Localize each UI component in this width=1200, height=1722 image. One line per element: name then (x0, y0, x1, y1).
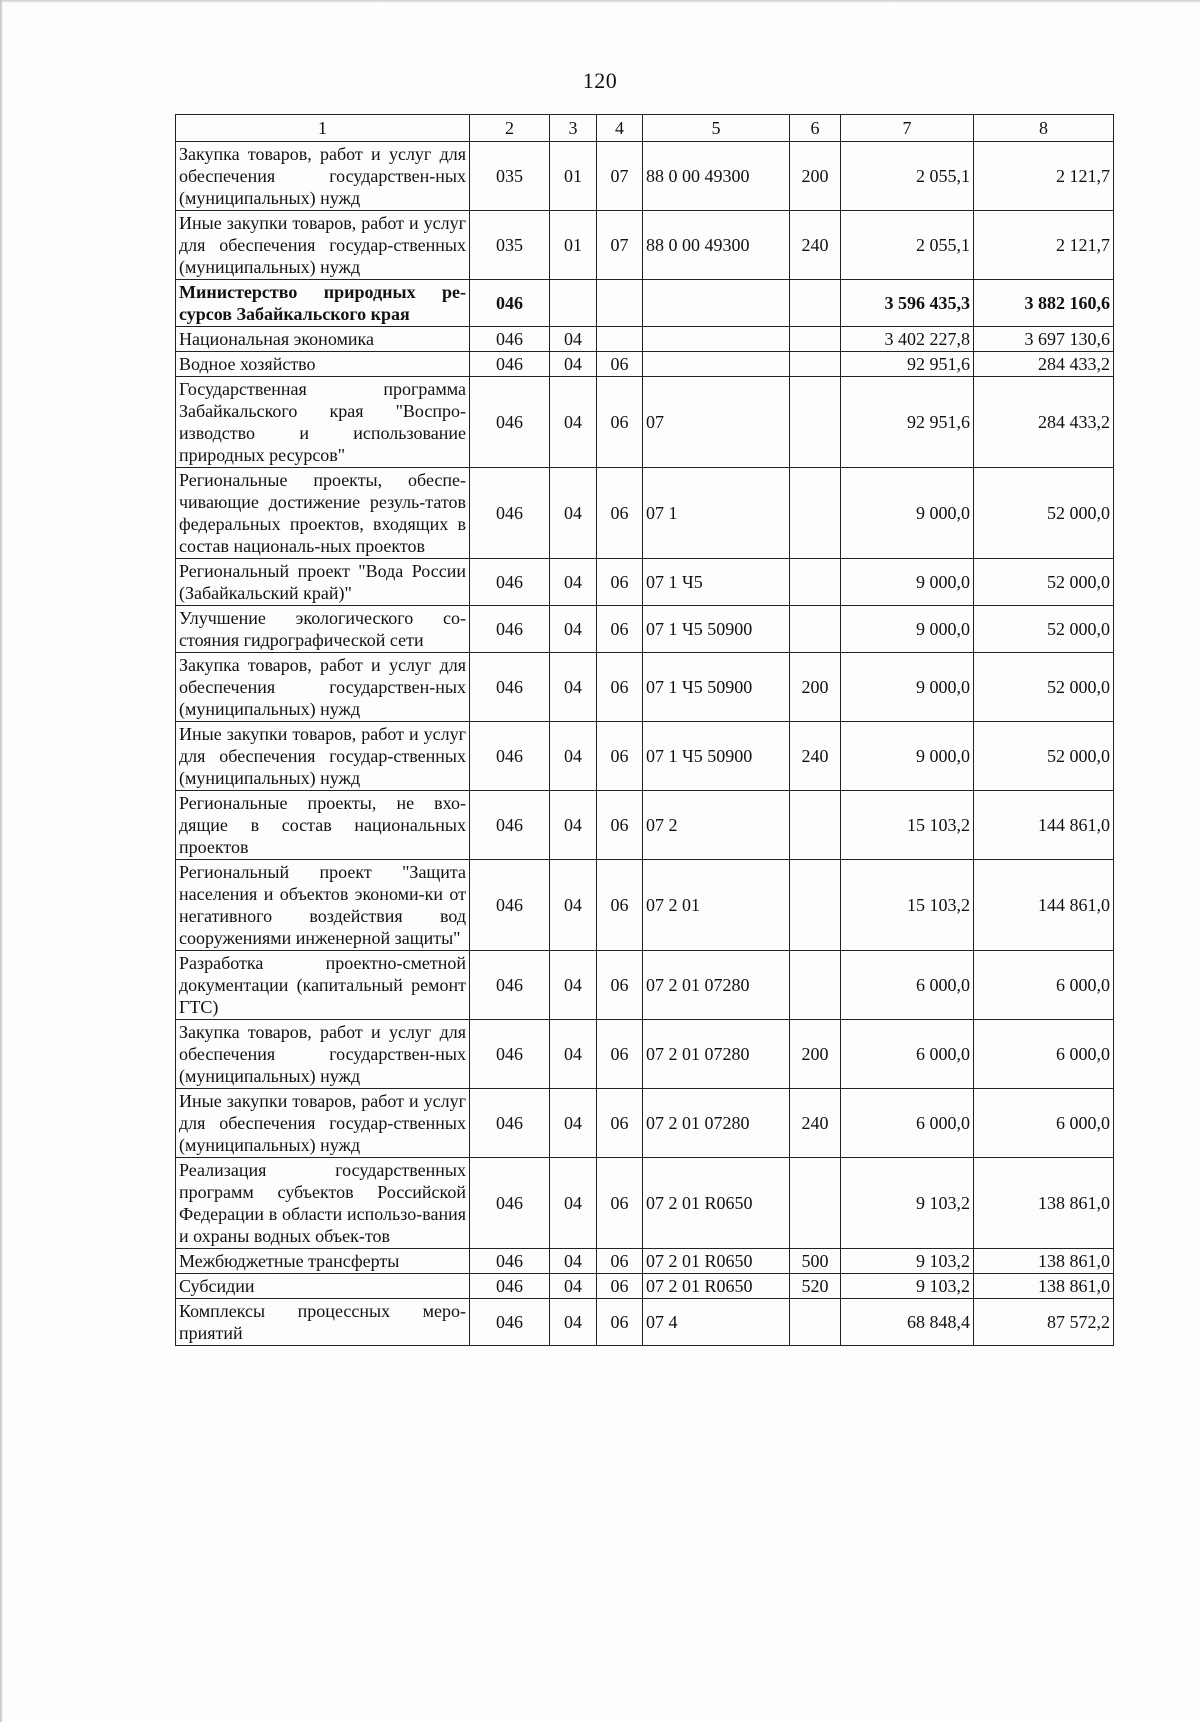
table-row (176, 377, 1114, 468)
cell-target-article (643, 352, 790, 377)
cell-subsection: 07 (597, 211, 643, 280)
cell-subsection: 06 (597, 606, 643, 653)
cell-ministry-code: 046 (470, 1299, 550, 1346)
header-row (176, 115, 1114, 142)
cell-name: Водное хозяйство (176, 352, 470, 377)
cell-expense-type (790, 1299, 841, 1346)
cell-ministry-code: 046 (470, 1020, 550, 1089)
cell-subsection: 06 (597, 791, 643, 860)
header-col-1: 1 (176, 115, 470, 142)
cell-amount-year2: 52 000,0 (974, 653, 1114, 722)
cell-ministry-code: 046 (470, 280, 550, 327)
cell-section: 04 (550, 1274, 597, 1299)
cell-subsection: 06 (597, 722, 643, 791)
cell-amount-year1: 9 103,2 (841, 1249, 974, 1274)
table-row (176, 211, 1114, 280)
cell-section: 04 (550, 468, 597, 559)
cell-target-article: 07 2 01 (643, 860, 790, 951)
cell-subsection (597, 327, 643, 352)
cell-target-article: 07 1 (643, 468, 790, 559)
cell-subsection: 06 (597, 1249, 643, 1274)
table-row (176, 468, 1114, 559)
cell-name: Комплексы процессных меро-приятий (176, 1299, 470, 1346)
cell-expense-type: 200 (790, 1020, 841, 1089)
cell-expense-type (790, 606, 841, 653)
cell-name: Региональные проекты, обеспе-чивающие достижение резуль-татов федеральных проектов, входящих в состав националь-ных проектов (176, 468, 470, 559)
cell-ministry-code: 046 (470, 1249, 550, 1274)
cell-expense-type (790, 791, 841, 860)
cell-ministry-code: 046 (470, 860, 550, 951)
cell-amount-year2: 52 000,0 (974, 606, 1114, 653)
cell-subsection: 06 (597, 352, 643, 377)
cell-amount-year2: 138 861,0 (974, 1158, 1114, 1249)
table-row (176, 951, 1114, 1020)
cell-ministry-code: 046 (470, 1274, 550, 1299)
table-row (176, 1020, 1114, 1089)
header-col-4: 4 (597, 115, 643, 142)
cell-name: Иные закупки товаров, работ и услуг для обеспечения государ-ственных (муниципальных) нужд (176, 1089, 470, 1158)
cell-target-article: 07 (643, 377, 790, 468)
cell-amount-year1: 2 055,1 (841, 211, 974, 280)
cell-name: Региональные проекты, не вхо-дящие в состав национальных проектов (176, 791, 470, 860)
cell-name: Иные закупки товаров, работ и услуг для обеспечения государ-ственных (муниципальных) нужд (176, 722, 470, 791)
cell-amount-year2: 138 861,0 (974, 1249, 1114, 1274)
cell-section: 04 (550, 377, 597, 468)
cell-target-article: 07 2 (643, 791, 790, 860)
cell-subsection: 06 (597, 1020, 643, 1089)
cell-subsection: 06 (597, 860, 643, 951)
cell-amount-year2: 52 000,0 (974, 468, 1114, 559)
cell-amount-year2: 2 121,7 (974, 211, 1114, 280)
cell-ministry-code: 046 (470, 722, 550, 791)
cell-expense-type (790, 352, 841, 377)
cell-expense-type: 500 (790, 1249, 841, 1274)
cell-section: 04 (550, 606, 597, 653)
cell-expense-type: 200 (790, 142, 841, 211)
cell-subsection: 07 (597, 142, 643, 211)
table-row (176, 653, 1114, 722)
header-col-2: 2 (470, 115, 550, 142)
table-row (176, 1249, 1114, 1274)
cell-amount-year1: 15 103,2 (841, 860, 974, 951)
cell-section (550, 280, 597, 327)
cell-amount-year1: 6 000,0 (841, 1020, 974, 1089)
cell-amount-year2: 284 433,2 (974, 352, 1114, 377)
cell-name: Реализация государственных программ субъектов Российской Федерации в области использо-вания и охраны водных объек-тов (176, 1158, 470, 1249)
cell-name: Закупка товаров, работ и услуг для обеспечения государствен-ных (муниципальных) нужд (176, 1020, 470, 1089)
cell-expense-type (790, 327, 841, 352)
cell-expense-type: 240 (790, 211, 841, 280)
cell-target-article: 07 2 01 R0650 (643, 1274, 790, 1299)
cell-expense-type (790, 559, 841, 606)
cell-amount-year2: 2 121,7 (974, 142, 1114, 211)
cell-amount-year1: 15 103,2 (841, 791, 974, 860)
cell-section: 04 (550, 860, 597, 951)
header-col-8: 8 (974, 115, 1114, 142)
cell-amount-year2: 6 000,0 (974, 951, 1114, 1020)
cell-target-article: 07 2 01 07280 (643, 951, 790, 1020)
cell-name: Министерство природных ре-сурсов Забайкальского края (176, 280, 470, 327)
cell-amount-year1: 9 000,0 (841, 653, 974, 722)
table-header (176, 115, 1114, 142)
cell-amount-year2: 52 000,0 (974, 559, 1114, 606)
table-row (176, 1089, 1114, 1158)
cell-section: 04 (550, 1158, 597, 1249)
table-row (176, 142, 1114, 211)
cell-subsection: 06 (597, 559, 643, 606)
cell-subsection: 06 (597, 1274, 643, 1299)
cell-subsection: 06 (597, 1158, 643, 1249)
table-row (176, 791, 1114, 860)
table-row (176, 1299, 1114, 1346)
cell-name: Региональный проект "Вода России (Забайкальский край)" (176, 559, 470, 606)
cell-amount-year2: 87 572,2 (974, 1299, 1114, 1346)
cell-section: 04 (550, 653, 597, 722)
cell-ministry-code: 046 (470, 327, 550, 352)
table-row (176, 280, 1114, 327)
cell-target-article: 07 2 01 R0650 (643, 1158, 790, 1249)
cell-amount-year1: 9 000,0 (841, 468, 974, 559)
cell-name: Разработка проектно-сметной документации (капитальный ремонт ГТС) (176, 951, 470, 1020)
cell-name: Закупка товаров, работ и услуг для обеспечения государствен-ных (муниципальных) нужд (176, 142, 470, 211)
cell-subsection: 06 (597, 1089, 643, 1158)
table-row (176, 352, 1114, 377)
cell-target-article: 07 1 Ч5 50900 (643, 606, 790, 653)
cell-expense-type: 240 (790, 722, 841, 791)
cell-target-article (643, 280, 790, 327)
cell-section: 04 (550, 327, 597, 352)
cell-subsection: 06 (597, 377, 643, 468)
cell-amount-year1: 6 000,0 (841, 1089, 974, 1158)
cell-subsection: 06 (597, 1299, 643, 1346)
cell-expense-type: 200 (790, 653, 841, 722)
cell-name: Субсидии (176, 1274, 470, 1299)
cell-amount-year1: 9 000,0 (841, 606, 974, 653)
cell-ministry-code: 046 (470, 352, 550, 377)
table-row (176, 1158, 1114, 1249)
cell-ministry-code: 046 (470, 1158, 550, 1249)
cell-section: 04 (550, 559, 597, 606)
cell-section: 04 (550, 1020, 597, 1089)
cell-amount-year2: 144 861,0 (974, 791, 1114, 860)
cell-name: Иные закупки товаров, работ и услуг для обеспечения государ-ственных (муниципальных) нужд (176, 211, 470, 280)
cell-subsection: 06 (597, 951, 643, 1020)
cell-target-article: 07 1 Ч5 50900 (643, 653, 790, 722)
cell-subsection: 06 (597, 653, 643, 722)
cell-ministry-code: 035 (470, 211, 550, 280)
cell-ministry-code: 046 (470, 377, 550, 468)
cell-amount-year2: 284 433,2 (974, 377, 1114, 468)
cell-section: 04 (550, 722, 597, 791)
cell-amount-year2: 144 861,0 (974, 860, 1114, 951)
table-row (176, 327, 1114, 352)
cell-ministry-code: 046 (470, 1089, 550, 1158)
cell-section: 04 (550, 1299, 597, 1346)
cell-target-article: 07 2 01 07280 (643, 1020, 790, 1089)
cell-amount-year1: 9 103,2 (841, 1274, 974, 1299)
cell-target-article: 07 4 (643, 1299, 790, 1346)
cell-target-article: 07 1 Ч5 (643, 559, 790, 606)
cell-section: 04 (550, 1249, 597, 1274)
scan-edge-top (0, 0, 1200, 3)
scan-edge-left (0, 0, 3, 1722)
cell-name: Государственная программа Забайкальского края "Воспро-изводство и использование природных ресурсов" (176, 377, 470, 468)
cell-subsection (597, 280, 643, 327)
cell-amount-year1: 3 402 227,8 (841, 327, 974, 352)
cell-amount-year1: 3 596 435,3 (841, 280, 974, 327)
cell-section: 04 (550, 352, 597, 377)
cell-amount-year2: 138 861,0 (974, 1274, 1114, 1299)
cell-ministry-code: 046 (470, 559, 550, 606)
cell-section: 04 (550, 791, 597, 860)
cell-expense-type: 520 (790, 1274, 841, 1299)
table-row (176, 606, 1114, 653)
cell-section: 04 (550, 951, 597, 1020)
cell-amount-year1: 68 848,4 (841, 1299, 974, 1346)
cell-amount-year2: 6 000,0 (974, 1089, 1114, 1158)
cell-section: 01 (550, 211, 597, 280)
cell-target-article: 88 0 00 49300 (643, 211, 790, 280)
cell-section: 01 (550, 142, 597, 211)
table-body (176, 142, 1114, 1346)
cell-expense-type (790, 468, 841, 559)
cell-expense-type (790, 1158, 841, 1249)
cell-name: Улучшение экологического со-стояния гидрографической сети (176, 606, 470, 653)
cell-amount-year1: 9 000,0 (841, 722, 974, 791)
cell-amount-year1: 2 055,1 (841, 142, 974, 211)
cell-amount-year1: 6 000,0 (841, 951, 974, 1020)
cell-expense-type (790, 860, 841, 951)
header-col-6: 6 (790, 115, 841, 142)
cell-ministry-code: 046 (470, 653, 550, 722)
cell-name: Межбюджетные трансферты (176, 1249, 470, 1274)
table-row (176, 860, 1114, 951)
cell-name: Закупка товаров, работ и услуг для обеспечения государствен-ных (муниципальных) нужд (176, 653, 470, 722)
cell-ministry-code: 046 (470, 791, 550, 860)
cell-ministry-code: 046 (470, 606, 550, 653)
cell-expense-type: 240 (790, 1089, 841, 1158)
cell-amount-year2: 52 000,0 (974, 722, 1114, 791)
cell-ministry-code: 035 (470, 142, 550, 211)
cell-subsection: 06 (597, 468, 643, 559)
budget-table (175, 114, 1114, 1346)
table-row (176, 1274, 1114, 1299)
cell-amount-year1: 9 000,0 (841, 559, 974, 606)
page-number: 120 (582, 68, 618, 93)
cell-amount-year2: 3 697 130,6 (974, 327, 1114, 352)
cell-target-article: 07 2 01 R0650 (643, 1249, 790, 1274)
table-row (176, 722, 1114, 791)
cell-name: Региональный проект "Защита населения и объектов экономи-ки от негативного воздействия вод сооружениями инженерной защиты" (176, 860, 470, 951)
cell-section: 04 (550, 1089, 597, 1158)
table-row (176, 559, 1114, 606)
cell-target-article: 07 1 Ч5 50900 (643, 722, 790, 791)
cell-name: Национальная экономика (176, 327, 470, 352)
cell-target-article (643, 327, 790, 352)
cell-amount-year1: 92 951,6 (841, 377, 974, 468)
cell-expense-type (790, 951, 841, 1020)
cell-amount-year1: 9 103,2 (841, 1158, 974, 1249)
cell-ministry-code: 046 (470, 468, 550, 559)
header-col-5: 5 (643, 115, 790, 142)
cell-expense-type (790, 377, 841, 468)
header-col-7: 7 (841, 115, 974, 142)
cell-target-article: 88 0 00 49300 (643, 142, 790, 211)
cell-amount-year1: 92 951,6 (841, 352, 974, 377)
cell-amount-year2: 6 000,0 (974, 1020, 1114, 1089)
cell-target-article: 07 2 01 07280 (643, 1089, 790, 1158)
cell-expense-type (790, 280, 841, 327)
header-col-3: 3 (550, 115, 597, 142)
cell-amount-year2: 3 882 160,6 (974, 280, 1114, 327)
cell-ministry-code: 046 (470, 951, 550, 1020)
